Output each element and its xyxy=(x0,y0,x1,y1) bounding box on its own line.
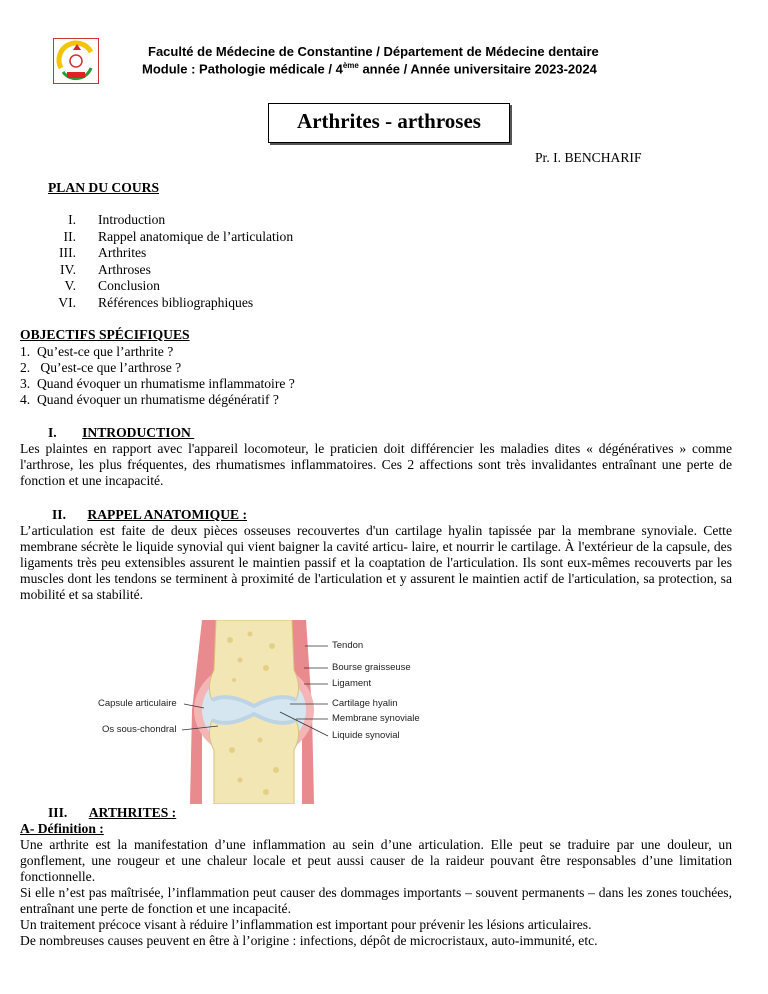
plan-num: III. xyxy=(59,245,76,260)
section-3-paragraph-3: Un traitement précoce visant à réduire l’inflammation est important pour prévenir les lésions articulaires. xyxy=(20,917,592,932)
faculty-logo xyxy=(53,38,99,84)
section-3-heading xyxy=(48,805,176,821)
label-liquide-synovial: Liquide synovial xyxy=(332,730,400,741)
section-number: I. xyxy=(48,425,57,440)
section-number: III. xyxy=(48,805,68,820)
plan-num: I. xyxy=(68,212,76,227)
label-cartilage-hyalin: Cartilage hyalin xyxy=(332,698,398,709)
plan-num: IV. xyxy=(60,261,76,277)
section-number: II. xyxy=(52,507,66,522)
plan-list xyxy=(48,212,448,312)
plan-item: Introduction xyxy=(98,212,166,227)
header-line-1: Faculté de Médecine de Constantine / Département de Médecine dentaire xyxy=(148,44,599,59)
section-3-paragraph-1: Une arthrite est la manifestation d’une inflammation au sein d’une articulation. Elle peut se traduire par une douleur, un gonflement, une rougeur et une chaleur locale et peut aussi causer de la raideur pouvant être responsables d’une limitation fonctionnelle. xyxy=(20,837,732,884)
title-box xyxy=(268,103,510,143)
header-line-2: Module : Pathologie médicale / 4ème année / Année universitaire 2023-2024 xyxy=(142,61,597,77)
section-title: INTRODUCTION xyxy=(82,425,195,440)
plan-item: Conclusion xyxy=(98,278,160,293)
plan-item: Références bibliographiques xyxy=(98,294,254,310)
section-title: RAPPEL ANATOMIQUE : xyxy=(87,507,248,522)
section-3-paragraph-4: De nombreuses causes peuvent en être à l’origine : infections, dépôt de microcristaux, auto-immunité, etc. xyxy=(20,933,598,948)
label-bourse-graisseuse: Bourse graisseuse xyxy=(332,662,411,673)
label-tendon: Tendon xyxy=(332,640,364,651)
section-title: ARTHRITES : xyxy=(88,805,177,820)
objective-item: 2. Qu’est-ce que l’arthrose ? xyxy=(20,360,182,375)
plan-item: Rappel anatomique de l’articulation xyxy=(98,228,294,244)
label-ligament: Ligament xyxy=(332,678,372,689)
plan-item: Arthroses xyxy=(98,261,151,277)
section-1-heading xyxy=(48,425,194,441)
objective-item: 1. Qu’est-ce que l’arthrite ? xyxy=(20,344,174,359)
joint-anatomy-diagram xyxy=(90,620,430,804)
plan-num: II. xyxy=(63,228,76,244)
label-os-sous-chondral: Os sous-chondral xyxy=(102,724,177,735)
plan-num: VI. xyxy=(58,294,76,310)
objectives-heading: OBJECTIFS SPÉCIFIQUES xyxy=(20,327,190,342)
label-membrane-synoviale: Membrane synoviale xyxy=(332,713,420,724)
objective-item: 3. Quand évoquer un rhumatisme inflammatoire ? xyxy=(20,376,295,391)
section-2-text: L’articulation est faite de deux pièces osseuses recouvertes d'un cartilage hyalin tapissée par la membrane synoviale. Cette membrane sécrète le liquide synovial qui vient baigner la cavité articu- laire, et nourrir le cartilage. À l'extérieur de la capsule, des ligaments très peu extensibles assurent le maintien passif et la coaptation de l'articulation. Ils sont eux-mêmes recouverts par les muscles dont les tendons se terminent à proximité de l'articulation et y assurent le maintien actif de l'articulation, sa protection, sa mobilité et sa stabilité. xyxy=(20,523,732,602)
author: Pr. I. BENCHARIF xyxy=(535,150,642,165)
section-3-paragraph-2: Si elle n’est pas maîtrisée, l’inflammation peut causer des dommages importants – souvent permanents – dans les zones touchées, entraînant une perte de fonction et une incapacité. xyxy=(20,885,732,916)
subsection-definition: A- Définition : xyxy=(20,821,104,836)
plan-item: Arthrites xyxy=(98,245,147,260)
objective-item: 4. Quand évoquer un rhumatisme dégénératif ? xyxy=(20,392,279,407)
plan-num: V. xyxy=(64,278,76,293)
page-title: Arthrites - arthroses xyxy=(297,109,481,133)
plan-heading: PLAN DU COURS xyxy=(48,180,160,195)
section-2-heading xyxy=(52,507,247,523)
section-1-text: Les plaintes en rapport avec l'appareil locomoteur, le praticien doit différencier les maladies dites « dégénératives » comme l'arthrose, les plus fréquentes, des rhumatismes inflammatoires. Ces 2 affections sont très invalidantes entraînant une perte de fonction et une incapacité. xyxy=(20,441,732,488)
label-capsule-articulaire: Capsule articulaire xyxy=(98,698,177,709)
